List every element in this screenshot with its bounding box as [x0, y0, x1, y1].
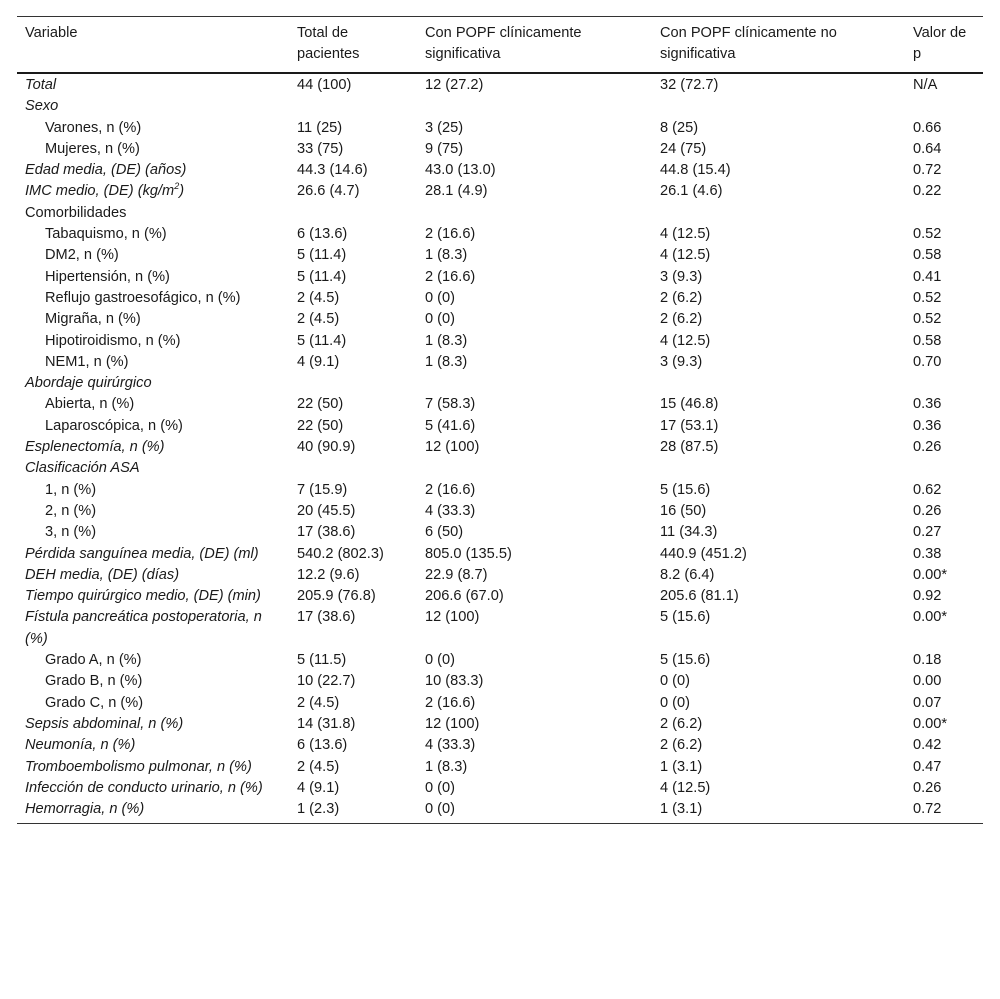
total-patients-cell: 12.2 (9.6): [297, 566, 360, 583]
variable-label: Neumonía, n (%): [25, 737, 136, 754]
p-value-cell: 0.26: [913, 779, 942, 796]
variable-cell: [17, 373, 289, 394]
popf-significant-cell: [417, 203, 652, 224]
table-row: [17, 778, 983, 799]
p-value-cell: 0.58: [913, 332, 942, 349]
variable-cell: [17, 139, 289, 160]
total-patients-cell: 2 (4.5): [297, 289, 340, 306]
variable-label: Pérdida sanguínea media, (DE) (ml): [25, 545, 259, 562]
variable-cell: [17, 714, 289, 735]
variable-cell: [17, 437, 289, 458]
popf-not-significant-cell: 26.1 (4.6): [660, 183, 723, 200]
p-value-cell: 0.72: [913, 801, 942, 818]
p-value-cell: 0.26: [913, 439, 942, 456]
p-value-cell: [905, 458, 983, 479]
variable-label: Grado B, n (%): [45, 673, 143, 690]
p-value-cell: [905, 373, 983, 394]
table-row: [17, 480, 983, 501]
variable-cell: [17, 778, 289, 799]
popf-significant-cell: 4 (33.3): [425, 737, 476, 754]
popf-not-significant-cell: 205.6 (81.1): [660, 588, 739, 605]
popf-not-significant-cell: 4 (12.5): [660, 247, 711, 264]
total-patients-cell: 44 (100): [297, 77, 352, 93]
variable-label: Grado A, n (%): [45, 652, 142, 669]
table-row: [17, 565, 983, 586]
variable-cell: [17, 181, 289, 202]
popf-not-significant-cell: 3 (9.3): [660, 353, 703, 370]
p-value-cell: 0.27: [913, 524, 942, 541]
variable-cell: [17, 586, 289, 607]
variable-cell: [17, 203, 289, 224]
variable-cell: [17, 118, 289, 139]
header-popf-significant: Con POPF clínicamente significativa: [425, 25, 582, 62]
popf-significant-cell: 12 (100): [425, 609, 480, 626]
p-value-cell: 0.00*: [913, 566, 948, 583]
popf-not-significant-cell: 0 (0): [660, 673, 691, 690]
p-value-cell: 0.52: [913, 289, 942, 306]
variable-label: Abordaje quirúrgico: [25, 375, 152, 392]
p-value-cell: 0.92: [913, 588, 942, 605]
popf-significant-cell: [417, 96, 652, 117]
table-row: [17, 181, 983, 202]
table-row: [17, 799, 983, 824]
variable-label: Esplenectomía, n (%): [25, 439, 165, 456]
variable-cell: [17, 693, 289, 714]
total-patients-cell: 5 (11.4): [297, 268, 347, 285]
p-value-cell: 0.70: [913, 353, 942, 370]
popf-significant-cell: 1 (8.3): [425, 247, 468, 264]
popf-significant-cell: 0 (0): [425, 801, 456, 818]
variable-cell: [17, 96, 289, 117]
variable-cell: [17, 799, 289, 824]
p-value-cell: 0.66: [913, 119, 942, 136]
total-patients-cell: 17 (38.6): [297, 609, 356, 626]
variable-cell: [17, 331, 289, 352]
total-patients-cell: 6 (13.6): [297, 737, 348, 754]
variable-label: Fístula pancreática postoperatoria, n (%): [25, 609, 262, 647]
variable-label: Clasificación ASA: [25, 460, 140, 477]
popf-significant-cell: 43.0 (13.0): [425, 162, 496, 179]
table-row: [17, 73, 983, 96]
p-value-cell: 0.58: [913, 247, 942, 264]
table-row: [17, 650, 983, 671]
variable-label: Hipotiroidismo, n (%): [45, 332, 181, 349]
popf-not-significant-cell: 15 (46.8): [660, 396, 719, 413]
popf-significant-cell: 0 (0): [425, 779, 456, 796]
total-patients-cell: [289, 96, 417, 117]
popf-significant-cell: 2 (16.6): [425, 694, 476, 711]
popf-significant-cell: 1 (8.3): [425, 353, 468, 370]
table-row: [17, 224, 983, 245]
total-patients-cell: 5 (11.4): [297, 332, 347, 349]
popf-significant-cell: 3 (25): [425, 119, 464, 136]
popf-significant-cell: 805.0 (135.5): [425, 545, 512, 562]
p-value-cell: 0.18: [913, 652, 942, 669]
table-row: [17, 416, 983, 437]
total-patients-cell: 10 (22.7): [297, 673, 356, 690]
popf-not-significant-cell: 4 (12.5): [660, 226, 711, 243]
popf-not-significant-cell: 44.8 (15.4): [660, 162, 731, 179]
total-patients-cell: 22 (50): [297, 396, 344, 413]
variable-cell: [17, 416, 289, 437]
total-patients-cell: [289, 373, 417, 394]
variable-label: DEH media, (DE) (días): [25, 566, 180, 583]
popf-significant-cell: 12 (100): [425, 715, 480, 732]
p-value-cell: 0.52: [913, 226, 942, 243]
variable-cell: [17, 73, 289, 96]
popf-not-significant-cell: 5 (15.6): [660, 481, 711, 498]
table-row: [17, 352, 983, 373]
total-patients-cell: 2 (4.5): [297, 311, 340, 328]
popf-not-significant-cell: 440.9 (451.2): [660, 545, 747, 562]
popf-not-significant-cell: 2 (6.2): [660, 715, 703, 732]
total-patients-cell: 1 (2.3): [297, 801, 340, 818]
p-value-cell: 0.64: [913, 140, 942, 157]
table-row: [17, 267, 983, 288]
total-patients-cell: 4 (9.1): [297, 779, 340, 796]
popf-not-significant-cell: 2 (6.2): [660, 311, 703, 328]
popf-significant-cell: 28.1 (4.9): [425, 183, 488, 200]
variable-cell: [17, 757, 289, 778]
variable-cell: [17, 160, 289, 181]
table-row: [17, 544, 983, 565]
popf-significant-cell: 0 (0): [425, 289, 456, 306]
popf-not-significant-cell: [652, 96, 905, 117]
variable-label: DM2, n (%): [45, 247, 119, 264]
p-value-cell: 0.52: [913, 311, 942, 328]
popf-not-significant-cell: 2 (6.2): [660, 289, 703, 306]
popf-significant-cell: 10 (83.3): [425, 673, 484, 690]
variable-label: Hemorragia, n (%): [25, 801, 145, 818]
popf-not-significant-cell: 2 (6.2): [660, 737, 703, 754]
variable-label: 3, n (%): [45, 524, 97, 541]
variable-label-tail: ): [179, 183, 185, 200]
variable-label: NEM1, n (%): [45, 353, 129, 370]
table-row: [17, 458, 983, 479]
table-row: [17, 714, 983, 735]
popf-significant-cell: 2 (16.6): [425, 481, 476, 498]
popf-not-significant-cell: 8.2 (6.4): [660, 566, 715, 583]
table-row: [17, 757, 983, 778]
variable-cell: [17, 650, 289, 671]
popf-significant-cell: 5 (41.6): [425, 417, 476, 434]
table-row: [17, 693, 983, 714]
popf-not-significant-cell: [652, 203, 905, 224]
variable-label: Grado C, n (%): [45, 694, 144, 711]
table-row: [17, 245, 983, 266]
variable-cell: [17, 522, 289, 543]
variable-label: Sepsis abdominal, n (%): [25, 715, 184, 732]
total-patients-cell: [289, 203, 417, 224]
table-row: [17, 394, 983, 415]
total-patients-cell: [289, 458, 417, 479]
data-table: [17, 16, 983, 824]
popf-significant-cell: 12 (27.2): [425, 77, 484, 93]
variable-label: Tabaquismo, n (%): [45, 226, 167, 243]
popf-not-significant-cell: 16 (50): [660, 502, 707, 519]
variable-cell: [17, 544, 289, 565]
table-row: [17, 437, 983, 458]
header-variable: Variable: [25, 25, 78, 41]
p-value-cell: 0.62: [913, 481, 942, 498]
table-row: [17, 309, 983, 330]
variable-label: IMC medio, (DE) (kg/m: [25, 183, 175, 200]
total-patients-cell: 20 (45.5): [297, 502, 356, 519]
table-row: [17, 139, 983, 160]
variable-label: Sexo: [25, 98, 59, 115]
p-value-cell: 0.47: [913, 758, 942, 775]
popf-significant-cell: [417, 458, 652, 479]
data-table-container: [17, 16, 983, 824]
variable-cell: [17, 501, 289, 522]
table-row: [17, 118, 983, 139]
total-patients-cell: 7 (15.9): [297, 481, 348, 498]
header-row: [17, 17, 983, 74]
p-value-cell: 0.26: [913, 502, 942, 519]
popf-significant-cell: 206.6 (67.0): [425, 588, 504, 605]
total-patients-cell: 4 (9.1): [297, 353, 340, 370]
variable-cell: [17, 735, 289, 756]
header-p-value: Valor de p: [913, 25, 967, 62]
header-total-patients: Total de pacientes: [297, 25, 360, 62]
total-patients-cell: 5 (11.5): [297, 652, 347, 669]
popf-not-significant-cell: 4 (12.5): [660, 332, 711, 349]
table-row: [17, 501, 983, 522]
variable-label: Hipertensión, n (%): [45, 268, 170, 285]
p-value-cell: [905, 203, 983, 224]
variable-label: Edad media, (DE) (años): [25, 162, 187, 179]
variable-label: Mujeres, n (%): [45, 140, 140, 157]
variable-label: Reflujo gastroesofágico, n (%): [45, 289, 241, 306]
variable-label: 2, n (%): [45, 502, 97, 519]
table-header: [17, 17, 983, 74]
popf-not-significant-cell: 17 (53.1): [660, 417, 719, 434]
p-value-cell: [905, 96, 983, 117]
popf-significant-cell: 2 (16.6): [425, 268, 476, 285]
p-value-cell: 0.36: [913, 396, 942, 413]
variable-cell: [17, 245, 289, 266]
popf-significant-cell: [417, 373, 652, 394]
popf-not-significant-cell: 5 (15.6): [660, 652, 711, 669]
popf-not-significant-cell: 1 (3.1): [660, 758, 703, 775]
popf-not-significant-cell: 4 (12.5): [660, 779, 711, 796]
variable-cell: [17, 607, 289, 650]
popf-not-significant-cell: [652, 373, 905, 394]
popf-significant-cell: 12 (100): [425, 439, 480, 456]
variable-cell: [17, 267, 289, 288]
variable-label: Tromboembolismo pulmonar, n (%): [25, 758, 252, 775]
popf-significant-cell: 0 (0): [425, 311, 456, 328]
p-value-cell: 0.00*: [913, 715, 948, 732]
total-patients-cell: 11 (25): [297, 119, 343, 136]
popf-not-significant-cell: 3 (9.3): [660, 268, 703, 285]
total-patients-cell: 33 (75): [297, 140, 344, 157]
popf-significant-cell: 2 (16.6): [425, 226, 476, 243]
variable-label: Abierta, n (%): [45, 396, 135, 413]
variable-label: Tiempo quirúrgico medio, (DE) (min): [25, 588, 261, 605]
variable-label: Laparoscópica, n (%): [45, 417, 183, 434]
variable-cell: [17, 671, 289, 692]
variable-cell: [17, 394, 289, 415]
table-row: [17, 288, 983, 309]
popf-not-significant-cell: 1 (3.1): [660, 801, 703, 818]
p-value-cell: 0.00: [913, 673, 942, 690]
table-row: [17, 331, 983, 352]
table-row: [17, 96, 983, 117]
variable-cell: [17, 309, 289, 330]
popf-not-significant-cell: 0 (0): [660, 694, 691, 711]
table-row: [17, 522, 983, 543]
popf-not-significant-cell: 32 (72.7): [660, 77, 719, 93]
popf-not-significant-cell: 11 (34.3): [660, 524, 718, 541]
total-patients-cell: 2 (4.5): [297, 758, 340, 775]
variable-label: Comorbilidades: [25, 204, 127, 221]
popf-significant-cell: 0 (0): [425, 652, 456, 669]
popf-significant-cell: 1 (8.3): [425, 758, 468, 775]
popf-not-significant-cell: 24 (75): [660, 140, 707, 157]
variable-label: Varones, n (%): [45, 119, 142, 136]
total-patients-cell: 44.3 (14.6): [297, 162, 368, 179]
variable-label: Migraña, n (%): [45, 311, 141, 328]
table-body: [17, 73, 983, 824]
p-value-cell: 0.41: [913, 268, 942, 285]
variable-label: 1, n (%): [45, 481, 97, 498]
table-row: [17, 160, 983, 181]
popf-significant-cell: 6 (50): [425, 524, 464, 541]
popf-significant-cell: 1 (8.3): [425, 332, 468, 349]
p-value-cell: 0.00*: [913, 609, 948, 626]
p-value-cell: 0.72: [913, 162, 942, 179]
popf-significant-cell: 9 (75): [425, 140, 464, 157]
table-row: [17, 671, 983, 692]
total-patients-cell: 17 (38.6): [297, 524, 356, 541]
table-row: [17, 607, 983, 650]
popf-significant-cell: 7 (58.3): [425, 396, 476, 413]
unit-superscript: 2: [174, 181, 180, 192]
variable-cell: [17, 480, 289, 501]
p-value-cell: 0.07: [913, 694, 942, 711]
variable-label: Total: [25, 77, 57, 93]
p-value-cell: 0.38: [913, 545, 942, 562]
variable-cell: [17, 565, 289, 586]
popf-not-significant-cell: 28 (87.5): [660, 439, 719, 456]
p-value-cell: 0.22: [913, 183, 942, 200]
table-row: [17, 203, 983, 224]
popf-not-significant-cell: 8 (25): [660, 119, 699, 136]
total-patients-cell: 26.6 (4.7): [297, 183, 360, 200]
variable-cell: [17, 458, 289, 479]
table-row: [17, 586, 983, 607]
total-patients-cell: 2 (4.5): [297, 694, 340, 711]
table-row: [17, 373, 983, 394]
total-patients-cell: 540.2 (802.3): [297, 545, 384, 562]
header-popf-not-significant: Con POPF clínicamente no significativa: [660, 25, 837, 62]
p-value-cell: N/A: [913, 77, 938, 93]
total-patients-cell: 5 (11.4): [297, 247, 347, 264]
total-patients-cell: 6 (13.6): [297, 226, 348, 243]
p-value-cell: 0.42: [913, 737, 942, 754]
popf-not-significant-cell: [652, 458, 905, 479]
variable-cell: [17, 288, 289, 309]
variable-label: Infección de conducto urinario, n (%): [25, 779, 263, 796]
total-patients-cell: 14 (31.8): [297, 715, 356, 732]
variable-cell: [17, 352, 289, 373]
total-patients-cell: 40 (90.9): [297, 439, 356, 456]
table-row: [17, 735, 983, 756]
popf-significant-cell: 22.9 (8.7): [425, 566, 488, 583]
total-patients-cell: 205.9 (76.8): [297, 588, 376, 605]
p-value-cell: 0.36: [913, 417, 942, 434]
total-patients-cell: 22 (50): [297, 417, 344, 434]
popf-not-significant-cell: 5 (15.6): [660, 609, 711, 626]
variable-cell: [17, 224, 289, 245]
popf-significant-cell: 4 (33.3): [425, 502, 476, 519]
